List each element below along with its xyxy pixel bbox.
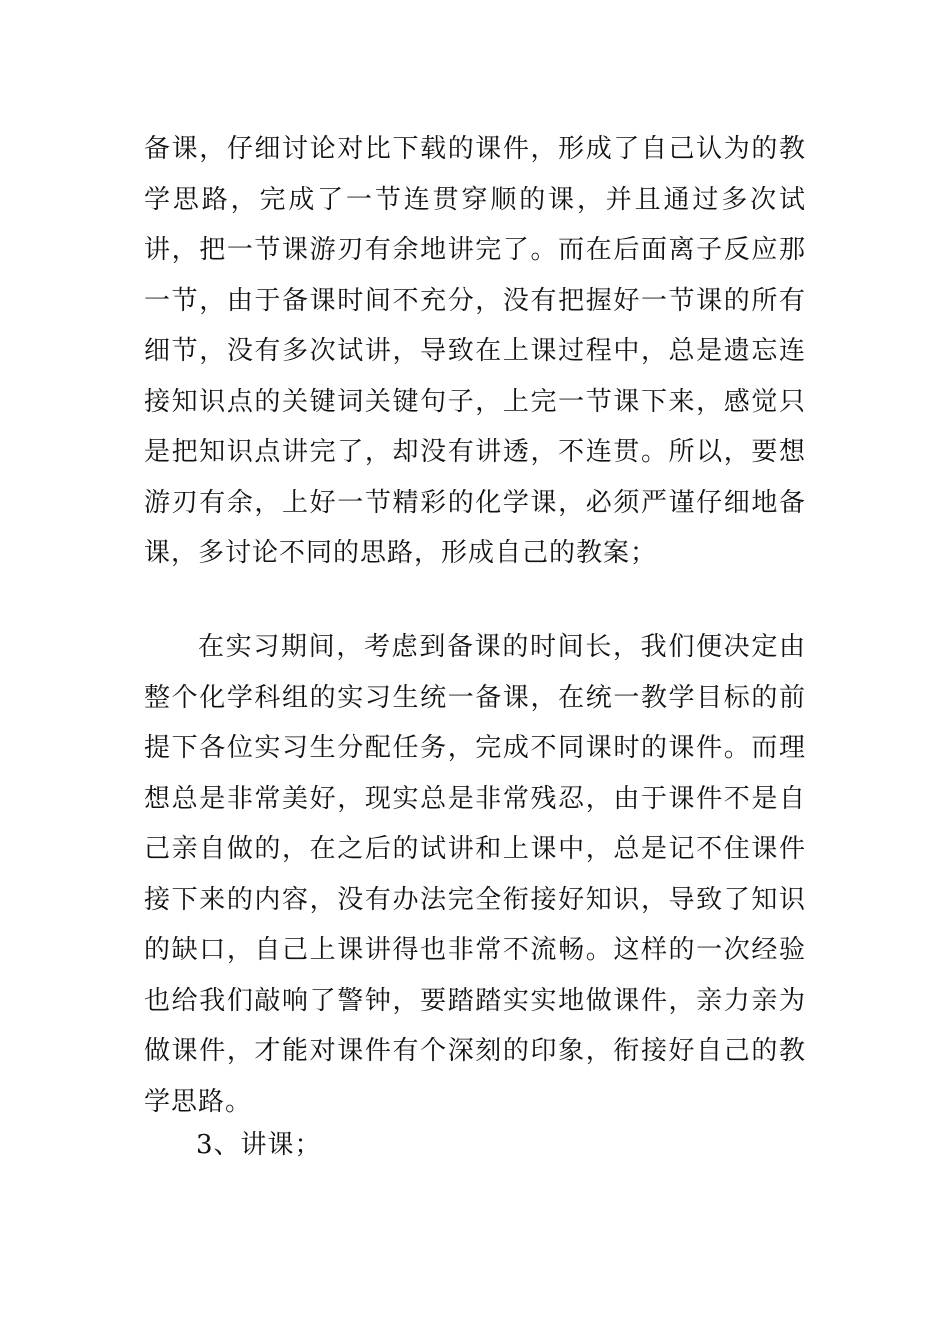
section-heading-teaching: 3、讲课；: [196, 1130, 322, 1160]
paragraph-lesson-preparation: 备课，仔细讨论对比下载的课件，形成了自己认为的教学思路，完成了一节连贯穿顺的课，并且通过多次试讲，把一节课游刃有余地讲完了。而在后面离子反应那一节，由于备课时间不充分，没有把握好一节课的所有细节，没有多次试讲，导致在上课过程中，总是遗忘连接知识点的关键词关键句子，上完一节课下来，感觉只是把知识点讲完了，却没有讲透，不连贯。所以，要想游刃有余，上好一节精彩的化学课，必须严谨仔细地备课，多讨论不同的思路，形成自己的教案；: [144, 134, 806, 568]
paragraph-internship-collective-prep: 在实习期间，考虑到备课的时间长，我们便决定由整个化学科组的实习生统一备课，在统一教学目标的前提下各位实习生分配任务，完成不同课时的课件。而理想总是非常美好，现实总是非常残忍，由于课件不是自己亲自做的，在之后的试讲和上课中，总是记不住课件接下来的内容，没有办法完全衔接好知识，导致了知识的缺口，自己上课讲得也非常不流畅。这样的一次经验也给我们敲响了警钟，要踏踏实实地做课件，亲力亲为做课件，才能对课件有个深刻的印象，衔接好自己的教学思路。: [144, 632, 806, 1117]
